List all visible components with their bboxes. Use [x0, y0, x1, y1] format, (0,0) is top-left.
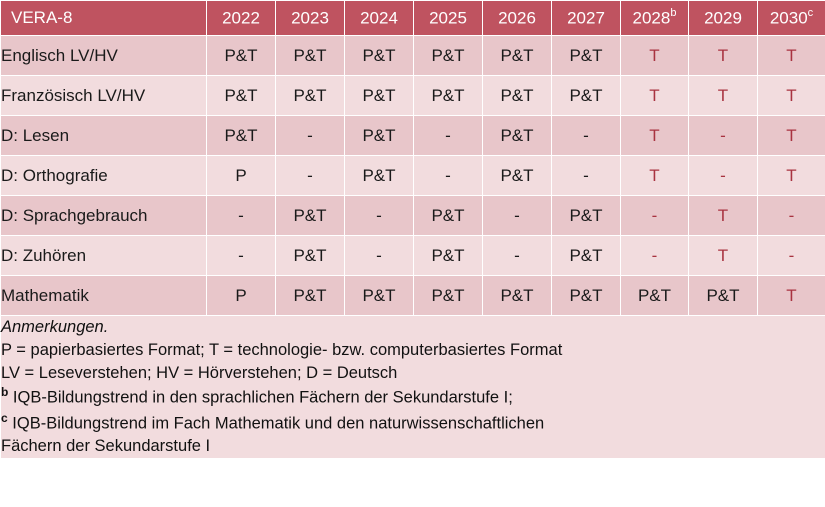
cell-d-sprachgebrauch-2023: P&T: [276, 196, 345, 236]
cell-d-lesen-2029: -: [689, 116, 758, 156]
row-label-franzoesisch: Französisch LV/HV: [1, 76, 207, 116]
notes-footnote-c: [1, 410, 825, 435]
header-year-2027: [552, 1, 621, 36]
header-year-2030: [758, 1, 825, 36]
notes-title: Anmerkungen.: [1, 318, 109, 336]
cell-d-zuhoeren-2022: -: [207, 236, 276, 276]
year-label: 2029: [704, 8, 742, 28]
cell-englisch-2030: T: [758, 36, 825, 76]
cell-d-orthografie-2022: P: [207, 156, 276, 196]
cell-englisch-2024: P&T: [345, 36, 414, 76]
cell-franzoesisch-2029: T: [689, 76, 758, 116]
footnote-c-marker: c: [1, 410, 8, 425]
table-row: [1, 196, 825, 236]
cell-d-sprachgebrauch-2026: -: [483, 196, 552, 236]
cell-d-lesen-2027: -: [552, 116, 621, 156]
cell-englisch-2023: P&T: [276, 36, 345, 76]
header-year-2029: [689, 1, 758, 36]
year-label: 2023: [291, 8, 329, 28]
footnote-b-marker: b: [1, 385, 9, 400]
table-row: [1, 156, 825, 196]
cell-d-orthografie-2025: -: [414, 156, 483, 196]
table-row: [1, 76, 825, 116]
cell-franzoesisch-2030: T: [758, 76, 825, 116]
table-row: [1, 276, 825, 316]
year-label: 2022: [222, 8, 260, 28]
cell-mathematik-2030: T: [758, 276, 825, 316]
row-label-d-lesen: D: Lesen: [1, 116, 207, 156]
row-label-d-zuhoeren: D: Zuhören: [1, 236, 207, 276]
cell-mathematik-2022: P: [207, 276, 276, 316]
cell-d-sprachgebrauch-2028: -: [621, 196, 689, 236]
table-notes: [1, 316, 825, 459]
table-row: [1, 116, 825, 156]
cell-franzoesisch-2023: P&T: [276, 76, 345, 116]
year-label: 2030: [769, 8, 808, 28]
cell-d-zuhoeren-2023: P&T: [276, 236, 345, 276]
cell-englisch-2022: P&T: [207, 36, 276, 76]
notes-footnote-c-cont: Fächern der Sekundarstufe I: [1, 436, 211, 455]
cell-d-orthografie-2023: -: [276, 156, 345, 196]
year-superscript: c: [807, 6, 814, 19]
header-year-2022: [207, 1, 276, 36]
header-year-2025: [414, 1, 483, 36]
row-label-d-sprachgebrauch: D: Sprachgebrauch: [1, 196, 207, 236]
row-label-englisch: Englisch LV/HV: [1, 36, 207, 76]
cell-d-orthografie-2030: T: [758, 156, 825, 196]
table-header-row: [1, 1, 825, 36]
cell-mathematik-2026: P&T: [483, 276, 552, 316]
cell-d-lesen-2022: P&T: [207, 116, 276, 156]
header-year-2024: [345, 1, 414, 36]
year-label: 2026: [498, 8, 536, 28]
cell-franzoesisch-2025: P&T: [414, 76, 483, 116]
cell-franzoesisch-2026: P&T: [483, 76, 552, 116]
cell-d-lesen-2025: -: [414, 116, 483, 156]
row-label-d-orthografie: D: Orthografie: [1, 156, 207, 196]
cell-d-zuhoeren-2030: -: [758, 236, 825, 276]
notes-footnote-b: [1, 384, 825, 409]
cell-d-sprachgebrauch-2025: P&T: [414, 196, 483, 236]
cell-d-sprachgebrauch-2029: T: [689, 196, 758, 236]
cell-englisch-2026: P&T: [483, 36, 552, 76]
year-label: 2024: [360, 8, 398, 28]
cell-franzoesisch-2027: P&T: [552, 76, 621, 116]
cell-englisch-2025: P&T: [414, 36, 483, 76]
cell-d-zuhoeren-2027: P&T: [552, 236, 621, 276]
cell-franzoesisch-2028: T: [621, 76, 689, 116]
table-row: [1, 36, 825, 76]
cell-d-sprachgebrauch-2027: P&T: [552, 196, 621, 236]
cell-d-orthografie-2028: T: [621, 156, 689, 196]
cell-mathematik-2027: P&T: [552, 276, 621, 316]
year-superscript: b: [670, 6, 677, 19]
cell-d-sprachgebrauch-2022: -: [207, 196, 276, 236]
notes-line-abbrev: LV = Leseverstehen; HV = Hörverstehen; D = Deutsch: [1, 363, 398, 382]
cell-englisch-2027: P&T: [552, 36, 621, 76]
cell-d-orthografie-2024: P&T: [345, 156, 414, 196]
cell-d-zuhoeren-2024: -: [345, 236, 414, 276]
cell-mathematik-2025: P&T: [414, 276, 483, 316]
cell-franzoesisch-2024: P&T: [345, 76, 414, 116]
row-label-mathematik: Mathematik: [1, 276, 207, 316]
cell-d-zuhoeren-2025: P&T: [414, 236, 483, 276]
cell-d-lesen-2030: T: [758, 116, 825, 156]
cell-d-orthografie-2027: -: [552, 156, 621, 196]
notes-row: [1, 316, 825, 459]
header-year-2023: [276, 1, 345, 36]
cell-franzoesisch-2022: P&T: [207, 76, 276, 116]
cell-englisch-2028: T: [621, 36, 689, 76]
cell-d-lesen-2024: P&T: [345, 116, 414, 156]
cell-d-orthografie-2026: P&T: [483, 156, 552, 196]
footnote-c-text: IQB-Bildungstrend im Fach Mathematik und den naturwissenschaftlichen: [7, 414, 545, 433]
header-year-2026: [483, 1, 552, 36]
cell-d-lesen-2026: P&T: [483, 116, 552, 156]
cell-d-zuhoeren-2026: -: [483, 236, 552, 276]
cell-mathematik-2029: P&T: [689, 276, 758, 316]
cell-d-zuhoeren-2028: -: [621, 236, 689, 276]
cell-d-lesen-2028: T: [621, 116, 689, 156]
year-label: 2028: [632, 8, 671, 28]
table-row: [1, 236, 825, 276]
footnote-b-text: IQB-Bildungstrend in den sprachlichen Fächern der Sekundarstufe I;: [8, 388, 513, 407]
cell-d-sprachgebrauch-2024: -: [345, 196, 414, 236]
notes-line-formats: P = papierbasiertes Format; T = technologie- bzw. computerbasiertes Format: [1, 340, 563, 359]
year-label: 2027: [567, 8, 605, 28]
cell-mathematik-2023: P&T: [276, 276, 345, 316]
cell-d-lesen-2023: -: [276, 116, 345, 156]
header-year-2028: [621, 1, 689, 36]
cell-d-zuhoeren-2029: T: [689, 236, 758, 276]
year-label: 2025: [429, 8, 467, 28]
cell-d-sprachgebrauch-2030: -: [758, 196, 825, 236]
cell-mathematik-2028: P&T: [621, 276, 689, 316]
header-corner-label: VERA-8: [1, 1, 207, 36]
cell-englisch-2029: T: [689, 36, 758, 76]
cell-mathematik-2024: P&T: [345, 276, 414, 316]
cell-d-orthografie-2029: -: [689, 156, 758, 196]
